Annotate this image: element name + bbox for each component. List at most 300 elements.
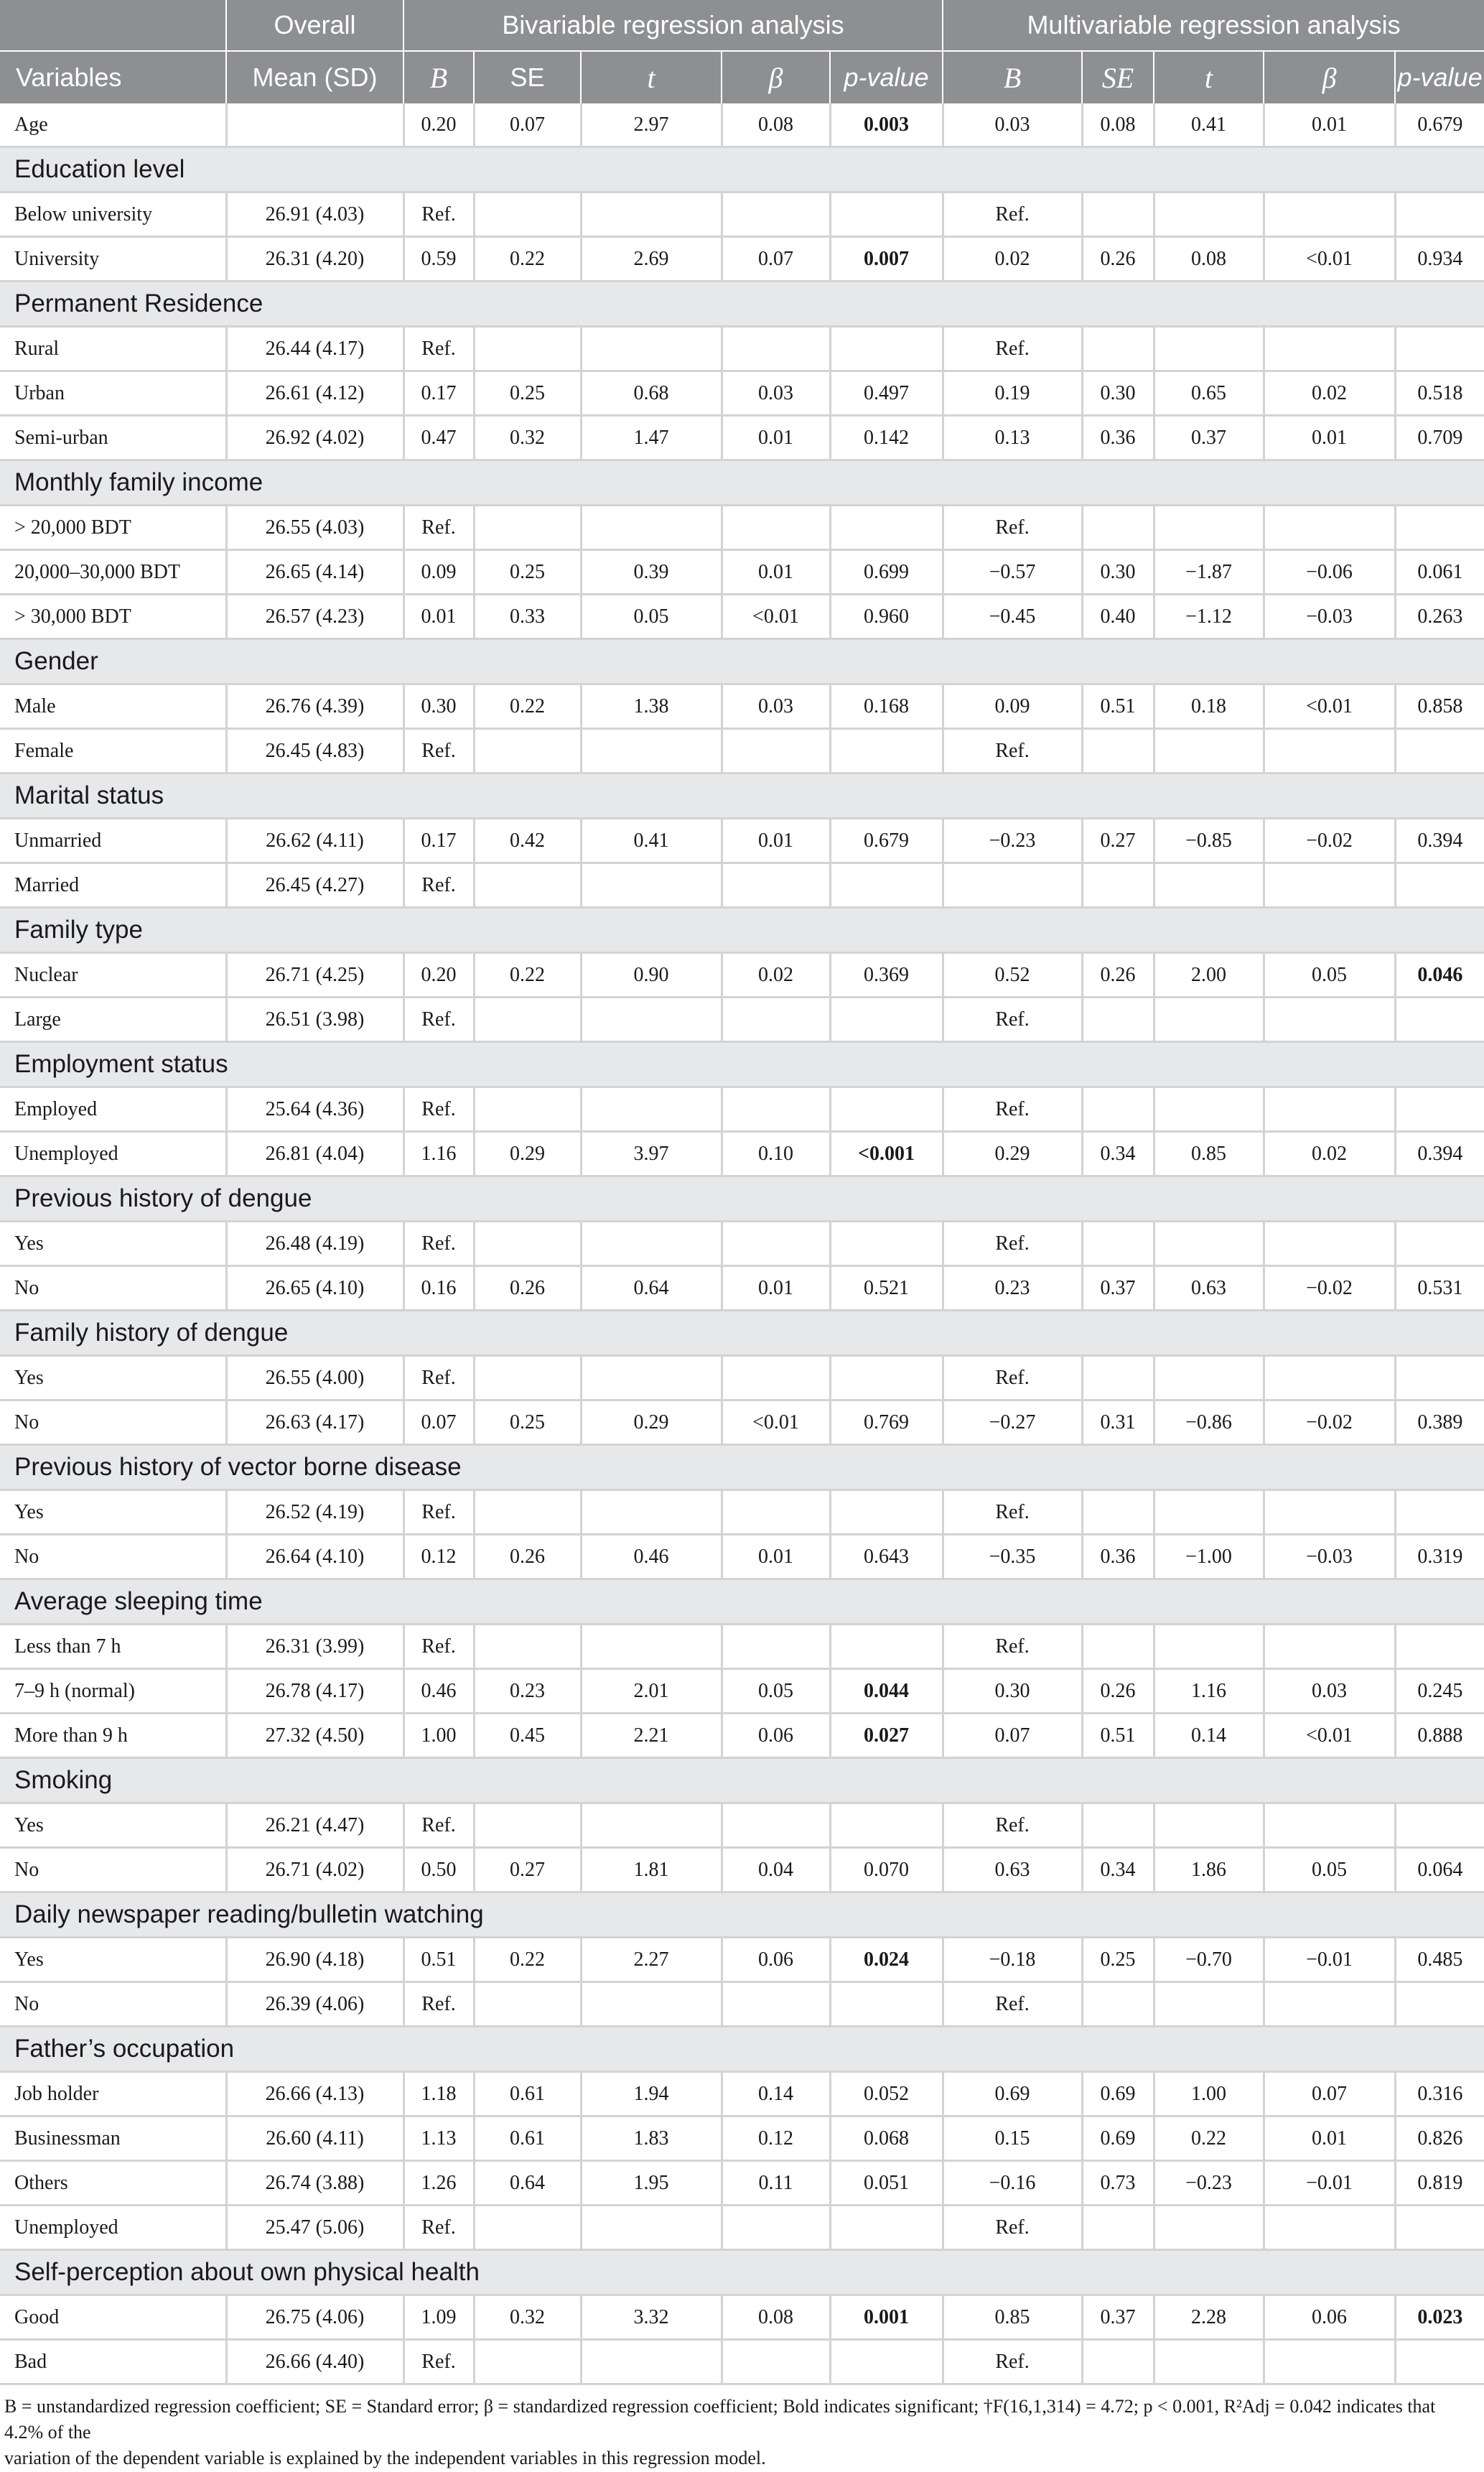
table-cell	[830, 506, 943, 550]
table-cell: 0.826	[1395, 2116, 1484, 2161]
table-cell: 0.007	[830, 237, 943, 282]
table-cell: 0.05	[581, 595, 722, 639]
row-label: No	[0, 1982, 226, 2027]
table-cell	[1082, 1490, 1154, 1535]
table-cell: 25.47 (5.06)	[226, 2206, 403, 2250]
table-cell: 0.643	[830, 1535, 943, 1579]
table-cell: 0.34	[1082, 1132, 1154, 1176]
table-cell: 0.36	[1082, 1535, 1154, 1579]
table-cell: Ref.	[943, 506, 1082, 550]
table-row	[0, 819, 1484, 863]
table-cell: 1.81	[581, 1848, 722, 1892]
table-cell: −1.12	[1154, 595, 1264, 639]
table-cell: 0.003	[830, 103, 943, 147]
row-label: > 30,000 BDT	[0, 595, 226, 639]
table-cell: −0.35	[943, 1535, 1082, 1579]
table-cell: 26.71 (4.25)	[226, 953, 403, 998]
table-row	[0, 2161, 1484, 2206]
table-cell	[474, 1490, 581, 1535]
table-cell: 0.07	[943, 1714, 1082, 1758]
table-cell: 26.66 (4.40)	[226, 2340, 403, 2384]
table-cell: 0.245	[1395, 1669, 1484, 1714]
table-row	[0, 2340, 1484, 2384]
table-cell: 0.46	[581, 1535, 722, 1579]
table-cell: 0.31	[1082, 1400, 1154, 1445]
table-cell: 26.65 (4.14)	[226, 550, 403, 595]
table-cell: 0.32	[474, 2295, 581, 2340]
table-cell	[722, 998, 830, 1042]
table-cell	[581, 1356, 722, 1400]
table-cell	[581, 998, 722, 1042]
table-cell	[830, 2206, 943, 2250]
table-cell: 0.07	[474, 103, 581, 147]
table-cell	[722, 1625, 830, 1669]
row-label: No	[0, 1535, 226, 1579]
table-cell: 0.65	[1154, 371, 1264, 416]
table-cell: 0.05	[1264, 953, 1395, 998]
table-cell: 0.070	[830, 1848, 943, 1892]
table-cell: 0.26	[474, 1535, 581, 1579]
table-cell	[722, 1356, 830, 1400]
table-cell	[474, 1982, 581, 2027]
table-cell	[722, 192, 830, 237]
header-biv-b: B	[403, 51, 474, 103]
table-cell: 1.26	[403, 2161, 474, 2206]
table-cell: 0.07	[722, 237, 830, 282]
table-cell: 0.394	[1395, 819, 1484, 863]
table-cell: 0.09	[943, 684, 1082, 729]
section-label: Permanent Residence	[0, 282, 1484, 327]
table-cell	[1154, 1982, 1264, 2027]
table-cell: 0.888	[1395, 1714, 1484, 1758]
section-label: Previous history of dengue	[0, 1176, 1484, 1222]
table-cell	[722, 2340, 830, 2384]
table-cell	[474, 327, 581, 371]
table-cell: 0.36	[1082, 416, 1154, 460]
table-cell: 0.064	[1395, 1848, 1484, 1892]
table-cell: 0.51	[1082, 684, 1154, 729]
table-cell: Ref.	[943, 1625, 1082, 1669]
row-label: Yes	[0, 1356, 226, 1400]
table-cell: 2.27	[581, 1938, 722, 1982]
table-cell: −0.18	[943, 1938, 1082, 1982]
table-cell: 2.28	[1154, 2295, 1264, 2340]
table-cell	[1082, 2340, 1154, 2384]
table-cell: −0.01	[1264, 2161, 1395, 2206]
table-cell: 0.03	[943, 103, 1082, 147]
table-cell: <0.001	[830, 1132, 943, 1176]
table-cell: 0.85	[1154, 1132, 1264, 1176]
table-cell: 26.64 (4.10)	[226, 1535, 403, 1579]
table-row	[0, 371, 1484, 416]
row-label: 7–9 h (normal)	[0, 1669, 226, 1714]
table-cell	[474, 192, 581, 237]
table-cell: Ref.	[943, 1982, 1082, 2027]
table-cell: 0.168	[830, 684, 943, 729]
table-cell: 0.59	[403, 237, 474, 282]
table-cell	[581, 2340, 722, 2384]
table-row	[0, 237, 1484, 282]
table-cell: 0.01	[1264, 2116, 1395, 2161]
section-label: Monthly family income	[0, 460, 1484, 506]
row-label: Good	[0, 2295, 226, 2340]
table-cell: 0.02	[1264, 371, 1395, 416]
table-cell: Ref.	[403, 1490, 474, 1535]
table-cell: 0.709	[1395, 416, 1484, 460]
table-cell: 0.01	[722, 1535, 830, 1579]
table-cell: 0.25	[1082, 1938, 1154, 1982]
table-cell: 1.38	[581, 684, 722, 729]
table-cell: 0.37	[1082, 2295, 1154, 2340]
table-cell: Ref.	[403, 2340, 474, 2384]
table-cell: 0.41	[581, 819, 722, 863]
table-cell: <0.01	[1264, 1714, 1395, 1758]
table-cell: 0.29	[581, 1400, 722, 1445]
table-cell	[1154, 1087, 1264, 1132]
table-cell: 0.02	[1264, 1132, 1395, 1176]
section-row	[0, 773, 1484, 819]
table-cell	[1154, 1356, 1264, 1400]
table-cell: Ref.	[943, 1087, 1082, 1132]
table-cell: 0.26	[474, 1266, 581, 1311]
table-cell: 26.31 (3.99)	[226, 1625, 403, 1669]
header-mult-beta: β	[1264, 51, 1395, 103]
table-cell	[1082, 1625, 1154, 1669]
table-row	[0, 863, 1484, 908]
table-cell: Ref.	[403, 2206, 474, 2250]
table-cell: 0.521	[830, 1266, 943, 1311]
table-cell: 0.20	[403, 103, 474, 147]
table-cell	[1395, 2340, 1484, 2384]
table-cell	[722, 863, 830, 908]
table-cell: 0.03	[722, 684, 830, 729]
table-cell: −0.23	[1154, 2161, 1264, 2206]
table-cell: 0.02	[722, 953, 830, 998]
table-cell: −0.45	[943, 595, 1082, 639]
table-cell	[226, 103, 403, 147]
table-cell	[581, 1625, 722, 1669]
table-cell	[1264, 192, 1395, 237]
table-cell	[1154, 729, 1264, 773]
table-cell	[830, 1803, 943, 1848]
table-cell: 0.61	[474, 2072, 581, 2116]
table-cell	[1154, 506, 1264, 550]
table-cell: 0.11	[722, 2161, 830, 2206]
table-cell: −0.03	[1264, 1535, 1395, 1579]
section-row	[0, 1042, 1484, 1087]
table-cell: 0.05	[1264, 1848, 1395, 1892]
section-row	[0, 639, 1484, 684]
table-cell	[1264, 1222, 1395, 1266]
table-row	[0, 1132, 1484, 1176]
table-cell	[1264, 327, 1395, 371]
table-cell	[1264, 2340, 1395, 2384]
table-cell	[474, 863, 581, 908]
table-cell: 0.01	[722, 550, 830, 595]
table-row	[0, 1266, 1484, 1311]
table-cell: 0.046	[1395, 953, 1484, 998]
row-label: No	[0, 1266, 226, 1311]
table-cell	[722, 729, 830, 773]
section-label: Daily newspaper reading/bulletin watching	[0, 1892, 1484, 1938]
table-cell: 0.26	[1082, 1669, 1154, 1714]
table-cell	[1395, 2206, 1484, 2250]
section-label: Marital status	[0, 773, 1484, 819]
table-row	[0, 2295, 1484, 2340]
table-cell: 0.027	[830, 1714, 943, 1758]
table-cell: 26.55 (4.03)	[226, 506, 403, 550]
table-cell: −0.03	[1264, 595, 1395, 639]
table-cell: 0.30	[1082, 550, 1154, 595]
table-cell	[1082, 1087, 1154, 1132]
table-cell: 0.41	[1154, 103, 1264, 147]
table-cell: 0.13	[943, 416, 1082, 460]
table-cell: 0.10	[722, 1132, 830, 1176]
table-cell: 2.21	[581, 1714, 722, 1758]
table-cell: 0.01	[722, 1266, 830, 1311]
table-cell: 0.531	[1395, 1266, 1484, 1311]
table-cell: −1.87	[1154, 550, 1264, 595]
table-cell: 0.051	[830, 2161, 943, 2206]
table-cell: 0.15	[943, 2116, 1082, 2161]
table-cell: 26.31 (4.20)	[226, 237, 403, 282]
table-cell: Ref.	[943, 1356, 1082, 1400]
table-cell: −0.02	[1264, 819, 1395, 863]
table-cell	[1395, 327, 1484, 371]
table-cell	[474, 729, 581, 773]
table-cell: 1.00	[1154, 2072, 1264, 2116]
row-label: > 20,000 BDT	[0, 506, 226, 550]
table-cell	[1395, 1625, 1484, 1669]
header-overall-sub: Mean (SD)	[226, 51, 403, 103]
section-row	[0, 282, 1484, 327]
table-cell	[1264, 506, 1395, 550]
table-cell: 0.22	[474, 1938, 581, 1982]
table-cell: 2.00	[1154, 953, 1264, 998]
table-cell: 0.73	[1082, 2161, 1154, 2206]
table-cell: Ref.	[403, 1222, 474, 1266]
row-label: Job holder	[0, 2072, 226, 2116]
table-cell: 0.02	[943, 237, 1082, 282]
table-cell	[1395, 1803, 1484, 1848]
table-row	[0, 416, 1484, 460]
row-label: University	[0, 237, 226, 282]
table-cell: 0.14	[1154, 1714, 1264, 1758]
table-cell: Ref.	[403, 998, 474, 1042]
table-cell: 26.75 (4.06)	[226, 2295, 403, 2340]
table-cell: Ref.	[943, 1803, 1082, 1848]
table-cell: 0.485	[1395, 1938, 1484, 1982]
table-cell: Ref.	[943, 2340, 1082, 2384]
header-mult-t: t	[1154, 51, 1264, 103]
row-label: Others	[0, 2161, 226, 2206]
table-cell: Ref.	[403, 506, 474, 550]
table-cell: 26.45 (4.27)	[226, 863, 403, 908]
row-label: Nuclear	[0, 953, 226, 998]
table-row	[0, 2072, 1484, 2116]
table-cell	[474, 2340, 581, 2384]
table-cell: 0.08	[1154, 237, 1264, 282]
table-cell: 0.679	[1395, 103, 1484, 147]
table-cell: <0.01	[722, 595, 830, 639]
section-row	[0, 1892, 1484, 1938]
table-cell: Ref.	[943, 1222, 1082, 1266]
table-cell	[581, 506, 722, 550]
section-row	[0, 1445, 1484, 1490]
table-row	[0, 1848, 1484, 1892]
row-label: Married	[0, 863, 226, 908]
table-cell: 0.03	[722, 371, 830, 416]
table-cell: 26.52 (4.19)	[226, 1490, 403, 1535]
table-cell: 1.83	[581, 2116, 722, 2161]
table-cell: 0.20	[403, 953, 474, 998]
table-row	[0, 1714, 1484, 1758]
table-cell: 0.18	[1154, 684, 1264, 729]
table-cell: 0.09	[403, 550, 474, 595]
row-label: Unemployed	[0, 2206, 226, 2250]
table-cell: 26.74 (3.88)	[226, 2161, 403, 2206]
table-cell	[1395, 1356, 1484, 1400]
section-row	[0, 1758, 1484, 1803]
table-row	[0, 1803, 1484, 1848]
table-cell: 26.62 (4.11)	[226, 819, 403, 863]
table-cell	[474, 1625, 581, 1669]
table-cell	[1082, 506, 1154, 550]
table-cell: 0.34	[1082, 1848, 1154, 1892]
header-biv-t: t	[581, 51, 722, 103]
table-cell	[830, 1625, 943, 1669]
section-label: Average sleeping time	[0, 1579, 1484, 1625]
table-cell: 26.44 (4.17)	[226, 327, 403, 371]
row-label: Employed	[0, 1087, 226, 1132]
row-label: Unmarried	[0, 819, 226, 863]
table-cell	[1264, 863, 1395, 908]
table-cell: 0.37	[1154, 416, 1264, 460]
table-cell: 0.06	[1264, 2295, 1395, 2340]
section-row	[0, 908, 1484, 953]
table-cell: 1.16	[1154, 1669, 1264, 1714]
table-cell: 0.394	[1395, 1132, 1484, 1176]
table-cell: 0.22	[474, 237, 581, 282]
table-cell: 0.45	[474, 1714, 581, 1758]
table-cell: −0.57	[943, 550, 1082, 595]
table-cell: 0.30	[1082, 371, 1154, 416]
table-cell: 0.023	[1395, 2295, 1484, 2340]
table-cell	[830, 1982, 943, 2027]
table-cell: −0.02	[1264, 1266, 1395, 1311]
table-cell	[1082, 1803, 1154, 1848]
section-label: Family type	[0, 908, 1484, 953]
table-cell: 0.63	[943, 1848, 1082, 1892]
table-cell	[830, 729, 943, 773]
row-label: Male	[0, 684, 226, 729]
table-cell: 0.64	[581, 1266, 722, 1311]
row-label: Rural	[0, 327, 226, 371]
row-label: 20,000–30,000 BDT	[0, 550, 226, 595]
table-cell	[1264, 1087, 1395, 1132]
table-cell: 0.46	[403, 1669, 474, 1714]
table-cell: 0.01	[722, 416, 830, 460]
table-cell: <0.01	[1264, 237, 1395, 282]
table-row	[0, 1982, 1484, 2027]
table-cell	[1154, 863, 1264, 908]
table-cell	[722, 1222, 830, 1266]
table-cell	[581, 1087, 722, 1132]
table-cell: 0.17	[403, 819, 474, 863]
table-cell: 0.316	[1395, 2072, 1484, 2116]
table-cell: −0.27	[943, 1400, 1082, 1445]
row-label: Urban	[0, 371, 226, 416]
table-cell: 0.819	[1395, 2161, 1484, 2206]
header-variables: Variables	[0, 51, 226, 103]
table-cell	[1395, 1087, 1484, 1132]
section-label: Employment status	[0, 1042, 1484, 1087]
section-label: Gender	[0, 639, 1484, 684]
table-cell	[722, 1803, 830, 1848]
table-cell: −0.23	[943, 819, 1082, 863]
table-cell: 26.21 (4.47)	[226, 1803, 403, 1848]
header-mult-pvalue: p-value	[1395, 51, 1484, 103]
table-cell	[581, 2206, 722, 2250]
table-cell: 26.57 (4.23)	[226, 595, 403, 639]
row-label: Businessman	[0, 2116, 226, 2161]
table-cell: 26.76 (4.39)	[226, 684, 403, 729]
table-cell: 0.068	[830, 2116, 943, 2161]
table-cell: 0.30	[943, 1669, 1082, 1714]
table-cell	[830, 1087, 943, 1132]
table-cell	[1395, 863, 1484, 908]
table-cell	[1154, 1625, 1264, 1669]
section-label: Father’s occupation	[0, 2027, 1484, 2072]
table-cell	[830, 1356, 943, 1400]
table-cell: 0.69	[1082, 2072, 1154, 2116]
table-cell	[722, 1982, 830, 2027]
table-cell: 0.01	[1264, 103, 1395, 147]
table-cell: −0.02	[1264, 1400, 1395, 1445]
table-cell: 0.01	[722, 819, 830, 863]
header-mult-se: SE	[1082, 51, 1154, 103]
table-row	[0, 1938, 1484, 1982]
table-row	[0, 506, 1484, 550]
table-cell	[830, 1222, 943, 1266]
table-cell: 0.679	[830, 819, 943, 863]
table-cell: 0.23	[943, 1266, 1082, 1311]
table-cell	[581, 192, 722, 237]
row-label: Less than 7 h	[0, 1625, 226, 1669]
table-cell: 25.64 (4.36)	[226, 1087, 403, 1132]
table-cell: 0.16	[403, 1266, 474, 1311]
header-biv-pvalue: p-value	[830, 51, 943, 103]
row-label: Bad	[0, 2340, 226, 2384]
table-cell	[1264, 1625, 1395, 1669]
table-cell: 2.01	[581, 1669, 722, 1714]
table-cell: 26.71 (4.02)	[226, 1848, 403, 1892]
table-cell: 26.66 (4.13)	[226, 2072, 403, 2116]
table-cell: 0.40	[1082, 595, 1154, 639]
table-cell: Ref.	[403, 1356, 474, 1400]
table-cell: 26.45 (4.83)	[226, 729, 403, 773]
table-cell	[1082, 1356, 1154, 1400]
table-cell	[474, 2206, 581, 2250]
row-label: Yes	[0, 1222, 226, 1266]
table-cell	[722, 327, 830, 371]
table-row	[0, 192, 1484, 237]
table-cell: 26.81 (4.04)	[226, 1132, 403, 1176]
table-cell	[474, 1222, 581, 1266]
table-cell: 0.263	[1395, 595, 1484, 639]
table-row	[0, 1490, 1484, 1535]
table-cell: 0.22	[474, 684, 581, 729]
